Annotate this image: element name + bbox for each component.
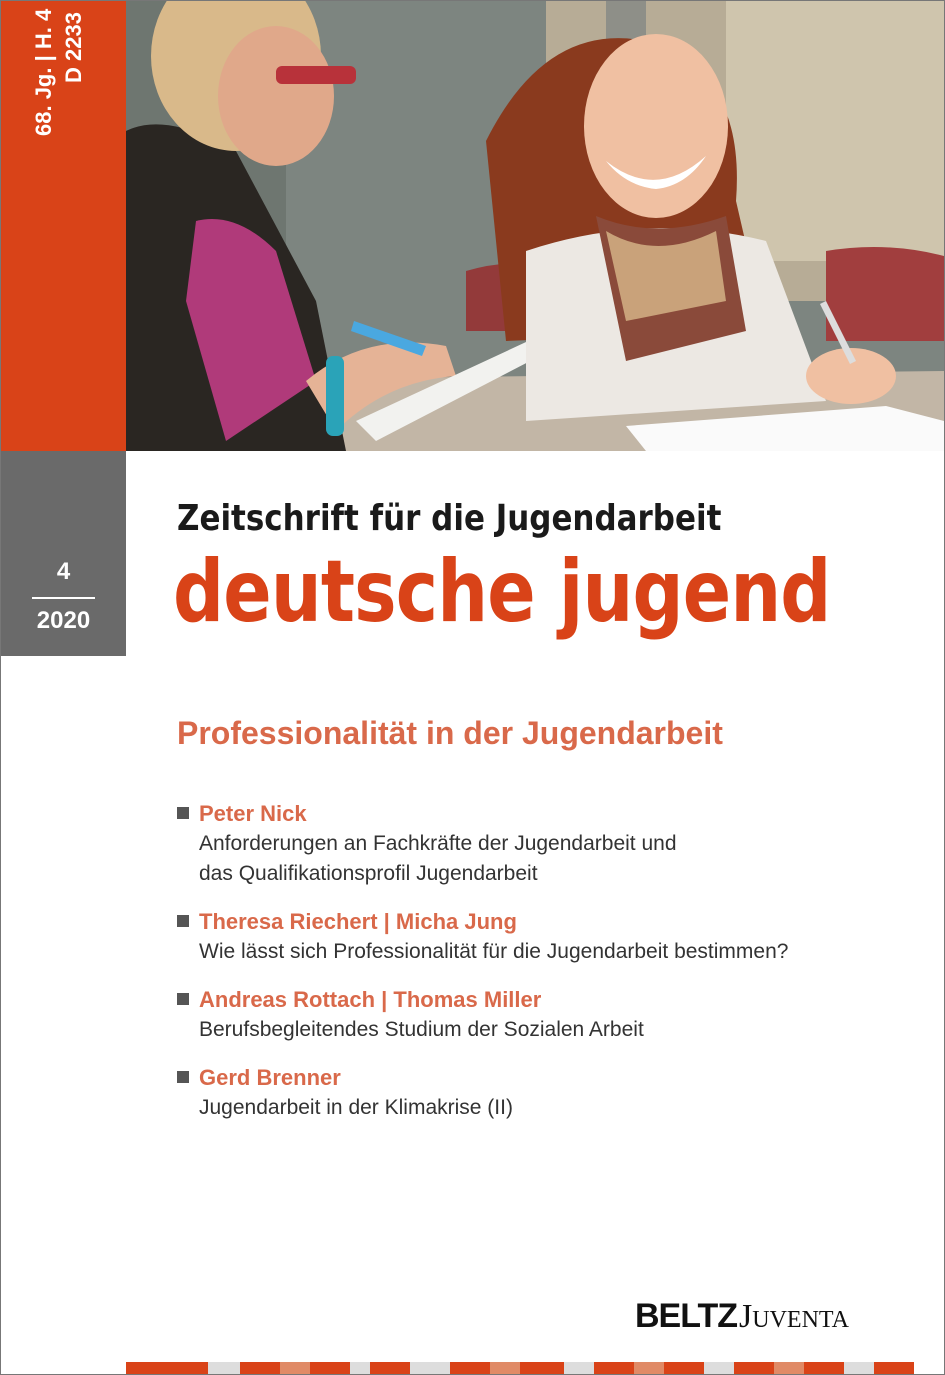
bar-segment — [520, 1362, 564, 1374]
bar-segment — [664, 1362, 704, 1374]
logo-juventa: Juventa — [739, 1298, 849, 1335]
issue-divider — [32, 597, 95, 599]
bar-segment — [126, 1362, 208, 1374]
article-title-line: Jugendarbeit in der Klimakrise (II) — [199, 1096, 513, 1119]
author-name: Gerd Brenner — [199, 1065, 341, 1090]
article-title — [199, 1093, 897, 1123]
bullet-icon — [177, 915, 189, 927]
cover-photo — [126, 1, 944, 451]
bar-segment — [370, 1362, 410, 1374]
issue-year: 2020 — [36, 607, 91, 634]
table-of-contents — [177, 799, 897, 1141]
article-title-line: das Qualifikationsprofil Jugendarbeit — [199, 862, 538, 885]
article-title-line: Berufsbegleitendes Studium der Sozialen Arbeit — [199, 1018, 644, 1041]
list-item — [177, 799, 897, 889]
list-item — [177, 985, 897, 1045]
publisher-logo — [635, 1297, 849, 1336]
magazine-subtitle: Zeitschrift für die Jugendarbeit — [177, 498, 722, 539]
logo-beltz: BELTZ — [635, 1297, 738, 1335]
article-title-line: Wie lässt sich Professionalität für die Jugendarbeit bestimmen? — [199, 940, 789, 963]
article-title-line: Anforderungen an Fachkräfte der Jugendarbeit und — [199, 832, 677, 855]
bar-segment — [490, 1362, 520, 1374]
bar-segment — [804, 1362, 844, 1374]
volume-issue-label: 68. Jg. | H. 4 — [31, 8, 56, 136]
bar-segment — [564, 1362, 594, 1374]
bar-segment — [594, 1362, 634, 1374]
bar-segment — [704, 1362, 734, 1374]
issue-theme: Professionalität in der Jugendarbeit — [177, 715, 723, 751]
bullet-icon — [177, 1071, 189, 1083]
list-item — [177, 907, 897, 967]
issue-box — [1, 451, 126, 656]
bullet-icon — [177, 993, 189, 1005]
article-title — [199, 1015, 897, 1045]
bar-segment — [450, 1362, 490, 1374]
list-item — [177, 1063, 897, 1123]
article-title — [199, 829, 897, 889]
author-name: Theresa Riechert | Micha Jung — [199, 909, 517, 934]
bar-segment — [844, 1362, 874, 1374]
bar-segment — [310, 1362, 350, 1374]
author-name: Peter Nick — [199, 801, 307, 826]
bar-segment — [774, 1362, 804, 1374]
bar-segment — [734, 1362, 774, 1374]
bar-segment — [240, 1362, 280, 1374]
bar-segment — [280, 1362, 310, 1374]
author-name: Andreas Rottach | Thomas Miller — [199, 987, 542, 1012]
volume-info — [31, 1, 93, 136]
bar-segment — [874, 1362, 914, 1374]
spine-strip — [1, 1, 126, 451]
bar-segment — [350, 1362, 370, 1374]
article-title — [199, 937, 897, 967]
bar-segment — [208, 1362, 240, 1374]
decorative-bar — [126, 1362, 944, 1374]
bar-segment — [410, 1362, 450, 1374]
publication-code: D 2233 — [61, 12, 86, 83]
bar-segment — [634, 1362, 664, 1374]
bullet-icon — [177, 807, 189, 819]
magazine-title: deutsche jugend — [173, 542, 831, 642]
issue-number: 4 — [56, 558, 71, 585]
